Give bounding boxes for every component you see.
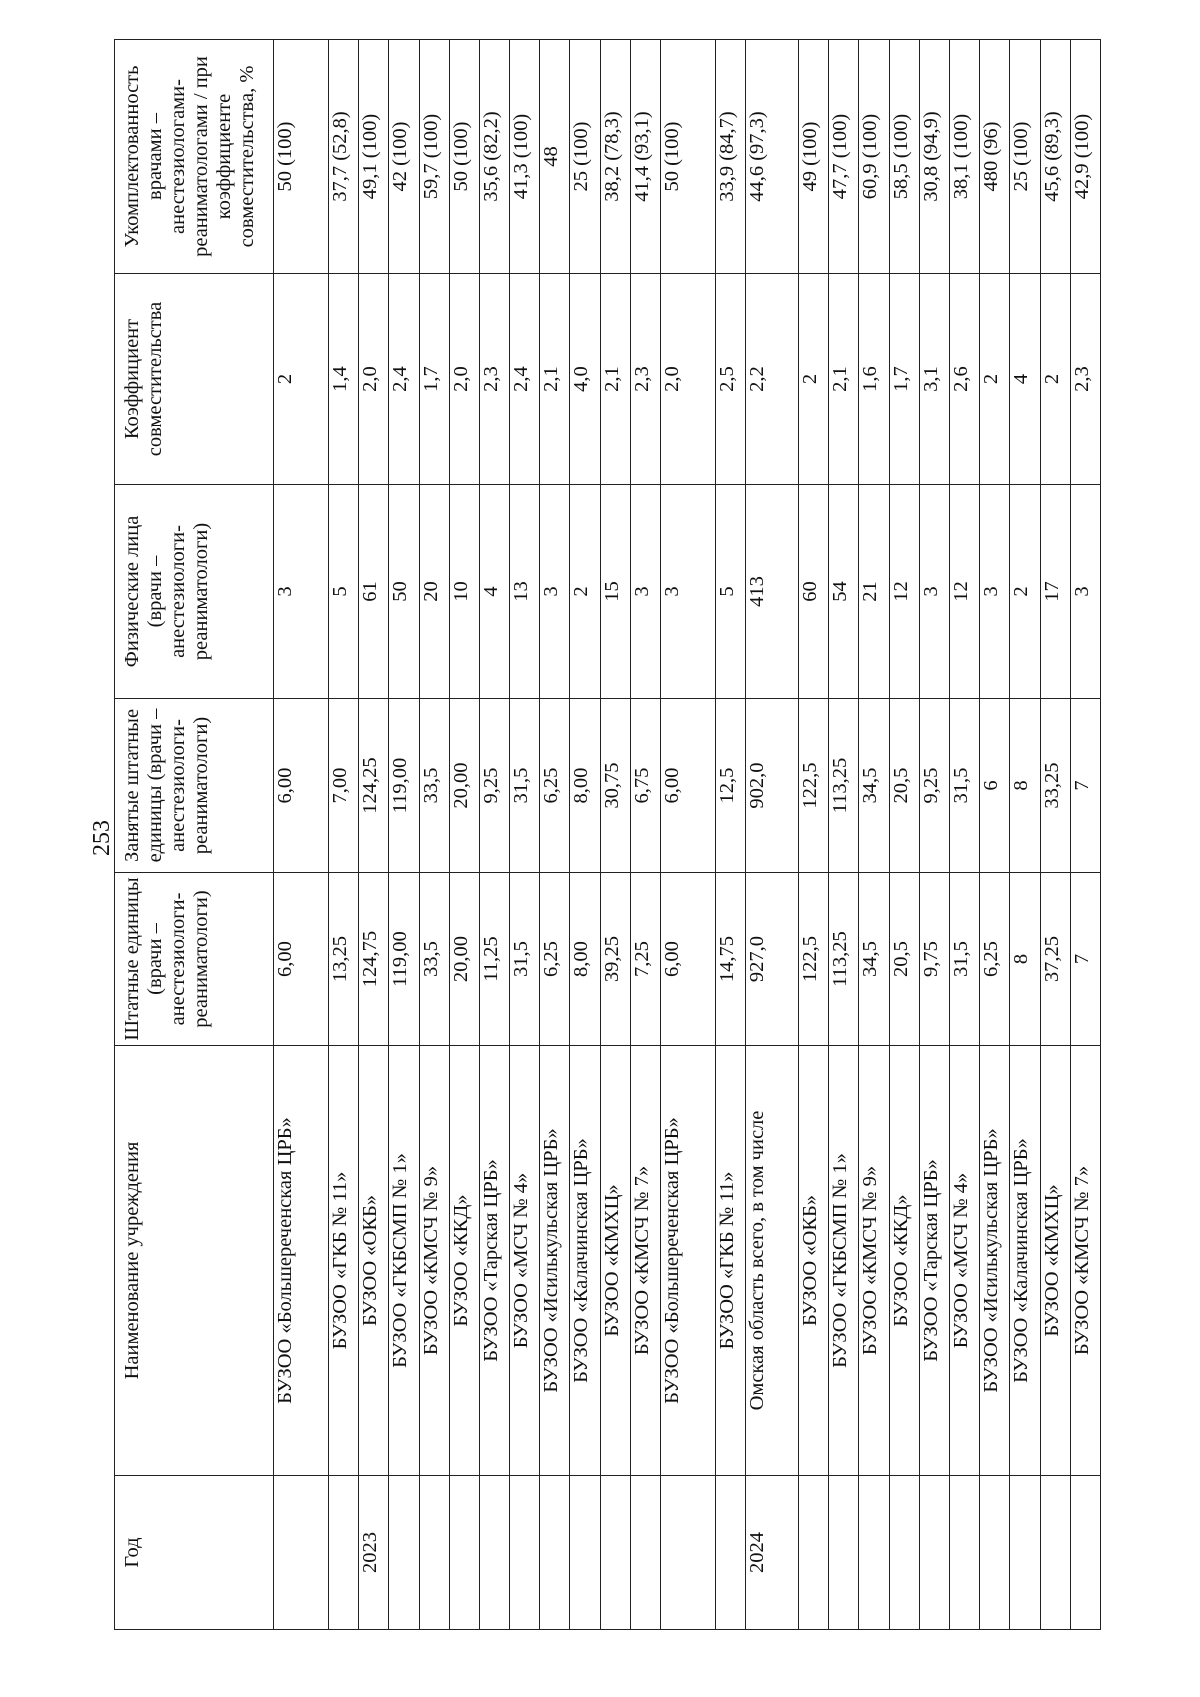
cell-occupied-units: 6,75 bbox=[630, 699, 660, 873]
cell-staff-units: 122,5 bbox=[799, 873, 829, 1046]
cell-combination-coefficient: 2,0 bbox=[661, 274, 716, 485]
table-row bbox=[359, 40, 389, 1630]
table-row bbox=[570, 40, 600, 1630]
cell-physical-persons: 5 bbox=[328, 485, 358, 699]
cell-staff-units: 34,5 bbox=[859, 873, 889, 1046]
cell-institution-name: БУЗОО «ГКБСМП № 1» bbox=[389, 1046, 419, 1476]
cell-combination-coefficient: 4 bbox=[1010, 274, 1040, 485]
cell-occupied-units: 119,00 bbox=[389, 699, 419, 873]
cell-combination-coefficient: 2,1 bbox=[540, 274, 570, 485]
cell-year bbox=[799, 1476, 829, 1630]
cell-occupied-units: 6,00 bbox=[661, 699, 716, 873]
cell-institution-name: БУЗОО «ОКБ» bbox=[799, 1046, 829, 1476]
table-row bbox=[716, 40, 746, 1630]
cell-year bbox=[716, 1476, 746, 1630]
cell-physical-persons: 3 bbox=[630, 485, 660, 699]
cell-physical-persons: 60 bbox=[799, 485, 829, 699]
page-number: 253 bbox=[89, 820, 115, 856]
cell-institution-name: БУЗОО «Исилькульская ЦРБ» bbox=[540, 1046, 570, 1476]
cell-institution-name: БУЗОО «МСЧ № 4» bbox=[949, 1046, 979, 1476]
cell-combination-coefficient: 2,3 bbox=[630, 274, 660, 485]
cell-staff-units: 6,25 bbox=[540, 873, 570, 1046]
cell-institution-name: БУЗОО «КМСЧ № 9» bbox=[859, 1046, 889, 1476]
cell-physical-persons: 50 bbox=[389, 485, 419, 699]
header-staffing-percent: Укомплектованность врачами – анестезиологами-реаниматологами / при коэффициенте совместительства, % bbox=[115, 40, 274, 274]
cell-occupied-units: 902,0 bbox=[746, 699, 799, 873]
cell-year bbox=[661, 1476, 716, 1630]
cell-staff-units: 8,00 bbox=[570, 873, 600, 1046]
cell-year bbox=[980, 1476, 1010, 1630]
cell-year bbox=[829, 1476, 859, 1630]
cell-staffing-percent: 49 (100) bbox=[799, 40, 829, 274]
cell-combination-coefficient: 2 bbox=[980, 274, 1010, 485]
cell-staff-units: 124,75 bbox=[359, 873, 389, 1046]
cell-combination-coefficient: 2 bbox=[1040, 274, 1070, 485]
cell-combination-coefficient: 2,3 bbox=[479, 274, 509, 485]
cell-year bbox=[274, 1476, 329, 1630]
cell-physical-persons: 54 bbox=[829, 485, 859, 699]
cell-combination-coefficient: 2,6 bbox=[949, 274, 979, 485]
table-row bbox=[419, 40, 449, 1630]
cell-staff-units: 14,75 bbox=[716, 873, 746, 1046]
cell-staffing-percent: 38,2 (78,3) bbox=[600, 40, 630, 274]
cell-combination-coefficient: 1,4 bbox=[328, 274, 358, 485]
cell-year bbox=[630, 1476, 660, 1630]
header-year: Год bbox=[115, 1476, 274, 1630]
cell-institution-name: БУЗОО «ККД» bbox=[889, 1046, 919, 1476]
cell-combination-coefficient: 3,1 bbox=[919, 274, 949, 485]
cell-physical-persons: 5 bbox=[716, 485, 746, 699]
cell-staffing-percent: 50 (100) bbox=[449, 40, 479, 274]
cell-staff-units: 6,00 bbox=[274, 873, 329, 1046]
cell-occupied-units: 124,25 bbox=[359, 699, 389, 873]
cell-staff-units: 20,5 bbox=[889, 873, 919, 1046]
cell-year bbox=[600, 1476, 630, 1630]
cell-occupied-units: 33,5 bbox=[419, 699, 449, 873]
table-row bbox=[1040, 40, 1070, 1630]
cell-occupied-units: 9,25 bbox=[919, 699, 949, 873]
table-row bbox=[510, 40, 540, 1630]
cell-combination-coefficient: 2 bbox=[799, 274, 829, 485]
cell-occupied-units: 6,00 bbox=[274, 699, 329, 873]
table-row bbox=[328, 40, 358, 1630]
header-row bbox=[115, 40, 274, 1630]
table-row bbox=[829, 40, 859, 1630]
cell-staff-units: 8 bbox=[1010, 873, 1040, 1046]
cell-year bbox=[479, 1476, 509, 1630]
cell-physical-persons: 3 bbox=[980, 485, 1010, 699]
cell-institution-name: БУЗОО «ОКБ» bbox=[359, 1046, 389, 1476]
cell-staff-units: 6,25 bbox=[980, 873, 1010, 1046]
cell-institution-name: БУЗОО «ГКБ № 11» bbox=[716, 1046, 746, 1476]
table-row bbox=[919, 40, 949, 1630]
cell-institution-name: БУЗОО «ККД» bbox=[449, 1046, 479, 1476]
cell-staffing-percent: 35,6 (82,2) bbox=[479, 40, 509, 274]
cell-year bbox=[419, 1476, 449, 1630]
cell-staffing-percent: 49,1 (100) bbox=[359, 40, 389, 274]
cell-staffing-percent: 48 bbox=[540, 40, 570, 274]
cell-staff-units: 7,25 bbox=[630, 873, 660, 1046]
cell-occupied-units: 8,00 bbox=[570, 699, 600, 873]
table-row bbox=[949, 40, 979, 1630]
cell-year bbox=[570, 1476, 600, 1630]
cell-staffing-percent: 45,6 (89,3) bbox=[1040, 40, 1070, 274]
cell-physical-persons: 2 bbox=[1010, 485, 1040, 699]
header-staff-units: Штатные единицы (врачи – анестезиологи-реаниматологи) bbox=[115, 873, 274, 1046]
cell-institution-name: БУЗОО «КМХЦ» bbox=[600, 1046, 630, 1476]
cell-institution-name: БУЗОО «КМСЧ № 9» bbox=[419, 1046, 449, 1476]
cell-year bbox=[949, 1476, 979, 1630]
cell-combination-coefficient: 2 bbox=[274, 274, 329, 485]
cell-year: 2023 bbox=[359, 1476, 389, 1630]
cell-physical-persons: 2 bbox=[570, 485, 600, 699]
header-occupied-units: Занятые штатные единицы (врачи – анестезиологи-реаниматологи) bbox=[115, 699, 274, 873]
cell-staff-units: 20,00 bbox=[449, 873, 479, 1046]
cell-occupied-units: 30,75 bbox=[600, 699, 630, 873]
cell-staff-units: 13,25 bbox=[328, 873, 358, 1046]
cell-staffing-percent: 42,9 (100) bbox=[1070, 40, 1100, 274]
cell-year bbox=[889, 1476, 919, 1630]
cell-staff-units: 927,0 bbox=[746, 873, 799, 1046]
cell-occupied-units: 12,5 bbox=[716, 699, 746, 873]
cell-staff-units: 6,00 bbox=[661, 873, 716, 1046]
cell-occupied-units: 6 bbox=[980, 699, 1010, 873]
cell-combination-coefficient: 2,2 bbox=[746, 274, 799, 485]
cell-staff-units: 31,5 bbox=[949, 873, 979, 1046]
header-name: Наименование учреждения bbox=[115, 1046, 274, 1476]
cell-institution-name: БУЗОО «Большереченская ЦРБ» bbox=[274, 1046, 329, 1476]
cell-staffing-percent: 33,9 (84,7) bbox=[716, 40, 746, 274]
cell-physical-persons: 3 bbox=[540, 485, 570, 699]
cell-combination-coefficient: 2,0 bbox=[359, 274, 389, 485]
cell-year bbox=[1010, 1476, 1040, 1630]
cell-institution-name: БУЗОО «Калачинская ЦРБ» bbox=[1010, 1046, 1040, 1476]
cell-occupied-units: 20,00 bbox=[449, 699, 479, 873]
table-row bbox=[980, 40, 1010, 1630]
cell-combination-coefficient: 1,6 bbox=[859, 274, 889, 485]
table-row bbox=[540, 40, 570, 1630]
cell-physical-persons: 13 bbox=[510, 485, 540, 699]
cell-staff-units: 37,25 bbox=[1040, 873, 1070, 1046]
cell-institution-name: БУЗОО «Исилькульская ЦРБ» bbox=[980, 1046, 1010, 1476]
cell-staff-units: 31,5 bbox=[510, 873, 540, 1046]
cell-physical-persons: 20 bbox=[419, 485, 449, 699]
cell-physical-persons: 3 bbox=[661, 485, 716, 699]
header-combination-coefficient: Коэффициент совместительства bbox=[115, 274, 274, 485]
cell-staffing-percent: 30,8 (94,9) bbox=[919, 40, 949, 274]
cell-staffing-percent: 58,5 (100) bbox=[889, 40, 919, 274]
cell-occupied-units: 34,5 bbox=[859, 699, 889, 873]
cell-staffing-percent: 480 (96) bbox=[980, 40, 1010, 274]
cell-combination-coefficient: 2,1 bbox=[600, 274, 630, 485]
cell-occupied-units: 8 bbox=[1010, 699, 1040, 873]
cell-staffing-percent: 44,6 (97,3) bbox=[746, 40, 799, 274]
cell-physical-persons: 12 bbox=[949, 485, 979, 699]
cell-year bbox=[919, 1476, 949, 1630]
cell-occupied-units: 113,25 bbox=[829, 699, 859, 873]
cell-physical-persons: 12 bbox=[889, 485, 919, 699]
cell-staff-units: 9,75 bbox=[919, 873, 949, 1046]
cell-institution-name: БУЗОО «Большереченская ЦРБ» bbox=[661, 1046, 716, 1476]
cell-occupied-units: 7 bbox=[1070, 699, 1100, 873]
cell-year bbox=[449, 1476, 479, 1630]
cell-combination-coefficient: 1,7 bbox=[889, 274, 919, 485]
cell-staff-units: 39,25 bbox=[600, 873, 630, 1046]
table-row bbox=[1010, 40, 1040, 1630]
table-row bbox=[449, 40, 479, 1630]
cell-staff-units: 11,25 bbox=[479, 873, 509, 1046]
cell-staff-units: 119,00 bbox=[389, 873, 419, 1046]
cell-physical-persons: 413 bbox=[746, 485, 799, 699]
table-row bbox=[661, 40, 716, 1630]
table-row bbox=[600, 40, 630, 1630]
table-row bbox=[274, 40, 329, 1630]
cell-occupied-units: 33,25 bbox=[1040, 699, 1070, 873]
cell-institution-name: БУЗОО «Тарская ЦРБ» bbox=[919, 1046, 949, 1476]
cell-staffing-percent: 59,7 (100) bbox=[419, 40, 449, 274]
cell-physical-persons: 4 bbox=[479, 485, 509, 699]
table-body bbox=[274, 40, 1101, 1630]
cell-institution-name: БУЗОО «ГКБ № 11» bbox=[328, 1046, 358, 1476]
cell-year: 2024 bbox=[746, 1476, 799, 1630]
cell-occupied-units: 31,5 bbox=[510, 699, 540, 873]
table-row bbox=[746, 40, 799, 1630]
cell-occupied-units: 31,5 bbox=[949, 699, 979, 873]
cell-staff-units: 7 bbox=[1070, 873, 1100, 1046]
cell-institution-name: БУЗОО «Тарская ЦРБ» bbox=[479, 1046, 509, 1476]
cell-combination-coefficient: 4,0 bbox=[570, 274, 600, 485]
anesthesiologists-staffing-table bbox=[114, 39, 1101, 1630]
cell-institution-name: Омская область всего, в том числе bbox=[746, 1046, 799, 1476]
cell-physical-persons: 10 bbox=[449, 485, 479, 699]
cell-institution-name: БУЗОО «КМСЧ № 7» bbox=[630, 1046, 660, 1476]
cell-institution-name: БУЗОО «Калачинская ЦРБ» bbox=[570, 1046, 600, 1476]
cell-staffing-percent: 41,3 (100) bbox=[510, 40, 540, 274]
table-row bbox=[859, 40, 889, 1630]
cell-occupied-units: 9,25 bbox=[479, 699, 509, 873]
cell-physical-persons: 15 bbox=[600, 485, 630, 699]
cell-staffing-percent: 60,9 (100) bbox=[859, 40, 889, 274]
cell-staffing-percent: 25 (100) bbox=[1010, 40, 1040, 274]
cell-staffing-percent: 50 (100) bbox=[274, 40, 329, 274]
cell-staff-units: 113,25 bbox=[829, 873, 859, 1046]
cell-combination-coefficient: 2,0 bbox=[449, 274, 479, 485]
table-row bbox=[389, 40, 419, 1630]
cell-year bbox=[510, 1476, 540, 1630]
rotated-table-container bbox=[114, 40, 1101, 1630]
header-physical-persons: Физические лица (врачи – анестезиологи-реаниматологи) bbox=[115, 485, 274, 699]
cell-institution-name: БУЗОО «МСЧ № 4» bbox=[510, 1046, 540, 1476]
cell-year bbox=[540, 1476, 570, 1630]
cell-physical-persons: 3 bbox=[1070, 485, 1100, 699]
cell-physical-persons: 3 bbox=[274, 485, 329, 699]
cell-staffing-percent: 25 (100) bbox=[570, 40, 600, 274]
cell-institution-name: БУЗОО «КМХЦ» bbox=[1040, 1046, 1070, 1476]
table-row bbox=[799, 40, 829, 1630]
cell-year bbox=[328, 1476, 358, 1630]
cell-physical-persons: 61 bbox=[359, 485, 389, 699]
cell-combination-coefficient: 2,1 bbox=[829, 274, 859, 485]
table-row bbox=[479, 40, 509, 1630]
cell-occupied-units: 7,00 bbox=[328, 699, 358, 873]
table-row bbox=[889, 40, 919, 1630]
cell-combination-coefficient: 2,4 bbox=[510, 274, 540, 485]
cell-physical-persons: 17 bbox=[1040, 485, 1070, 699]
cell-combination-coefficient: 1,7 bbox=[419, 274, 449, 485]
cell-staffing-percent: 42 (100) bbox=[389, 40, 419, 274]
cell-combination-coefficient: 2,4 bbox=[389, 274, 419, 485]
cell-institution-name: БУЗОО «КМСЧ № 7» bbox=[1070, 1046, 1100, 1476]
cell-staffing-percent: 37,7 (52,8) bbox=[328, 40, 358, 274]
cell-staffing-percent: 47,7 (100) bbox=[829, 40, 859, 274]
cell-staffing-percent: 41,4 (93,1) bbox=[630, 40, 660, 274]
cell-year bbox=[859, 1476, 889, 1630]
cell-combination-coefficient: 2,3 bbox=[1070, 274, 1100, 485]
cell-staffing-percent: 50 (100) bbox=[661, 40, 716, 274]
cell-institution-name: БУЗОО «ГКБСМП № 1» bbox=[829, 1046, 859, 1476]
cell-occupied-units: 6,25 bbox=[540, 699, 570, 873]
cell-occupied-units: 122,5 bbox=[799, 699, 829, 873]
cell-staffing-percent: 38,1 (100) bbox=[949, 40, 979, 274]
cell-year bbox=[389, 1476, 419, 1630]
cell-year bbox=[1040, 1476, 1070, 1630]
cell-year bbox=[1070, 1476, 1100, 1630]
cell-physical-persons: 3 bbox=[919, 485, 949, 699]
cell-physical-persons: 21 bbox=[859, 485, 889, 699]
table-row bbox=[1070, 40, 1100, 1630]
cell-combination-coefficient: 2,5 bbox=[716, 274, 746, 485]
cell-staff-units: 33,5 bbox=[419, 873, 449, 1046]
cell-occupied-units: 20,5 bbox=[889, 699, 919, 873]
table-row bbox=[630, 40, 660, 1630]
